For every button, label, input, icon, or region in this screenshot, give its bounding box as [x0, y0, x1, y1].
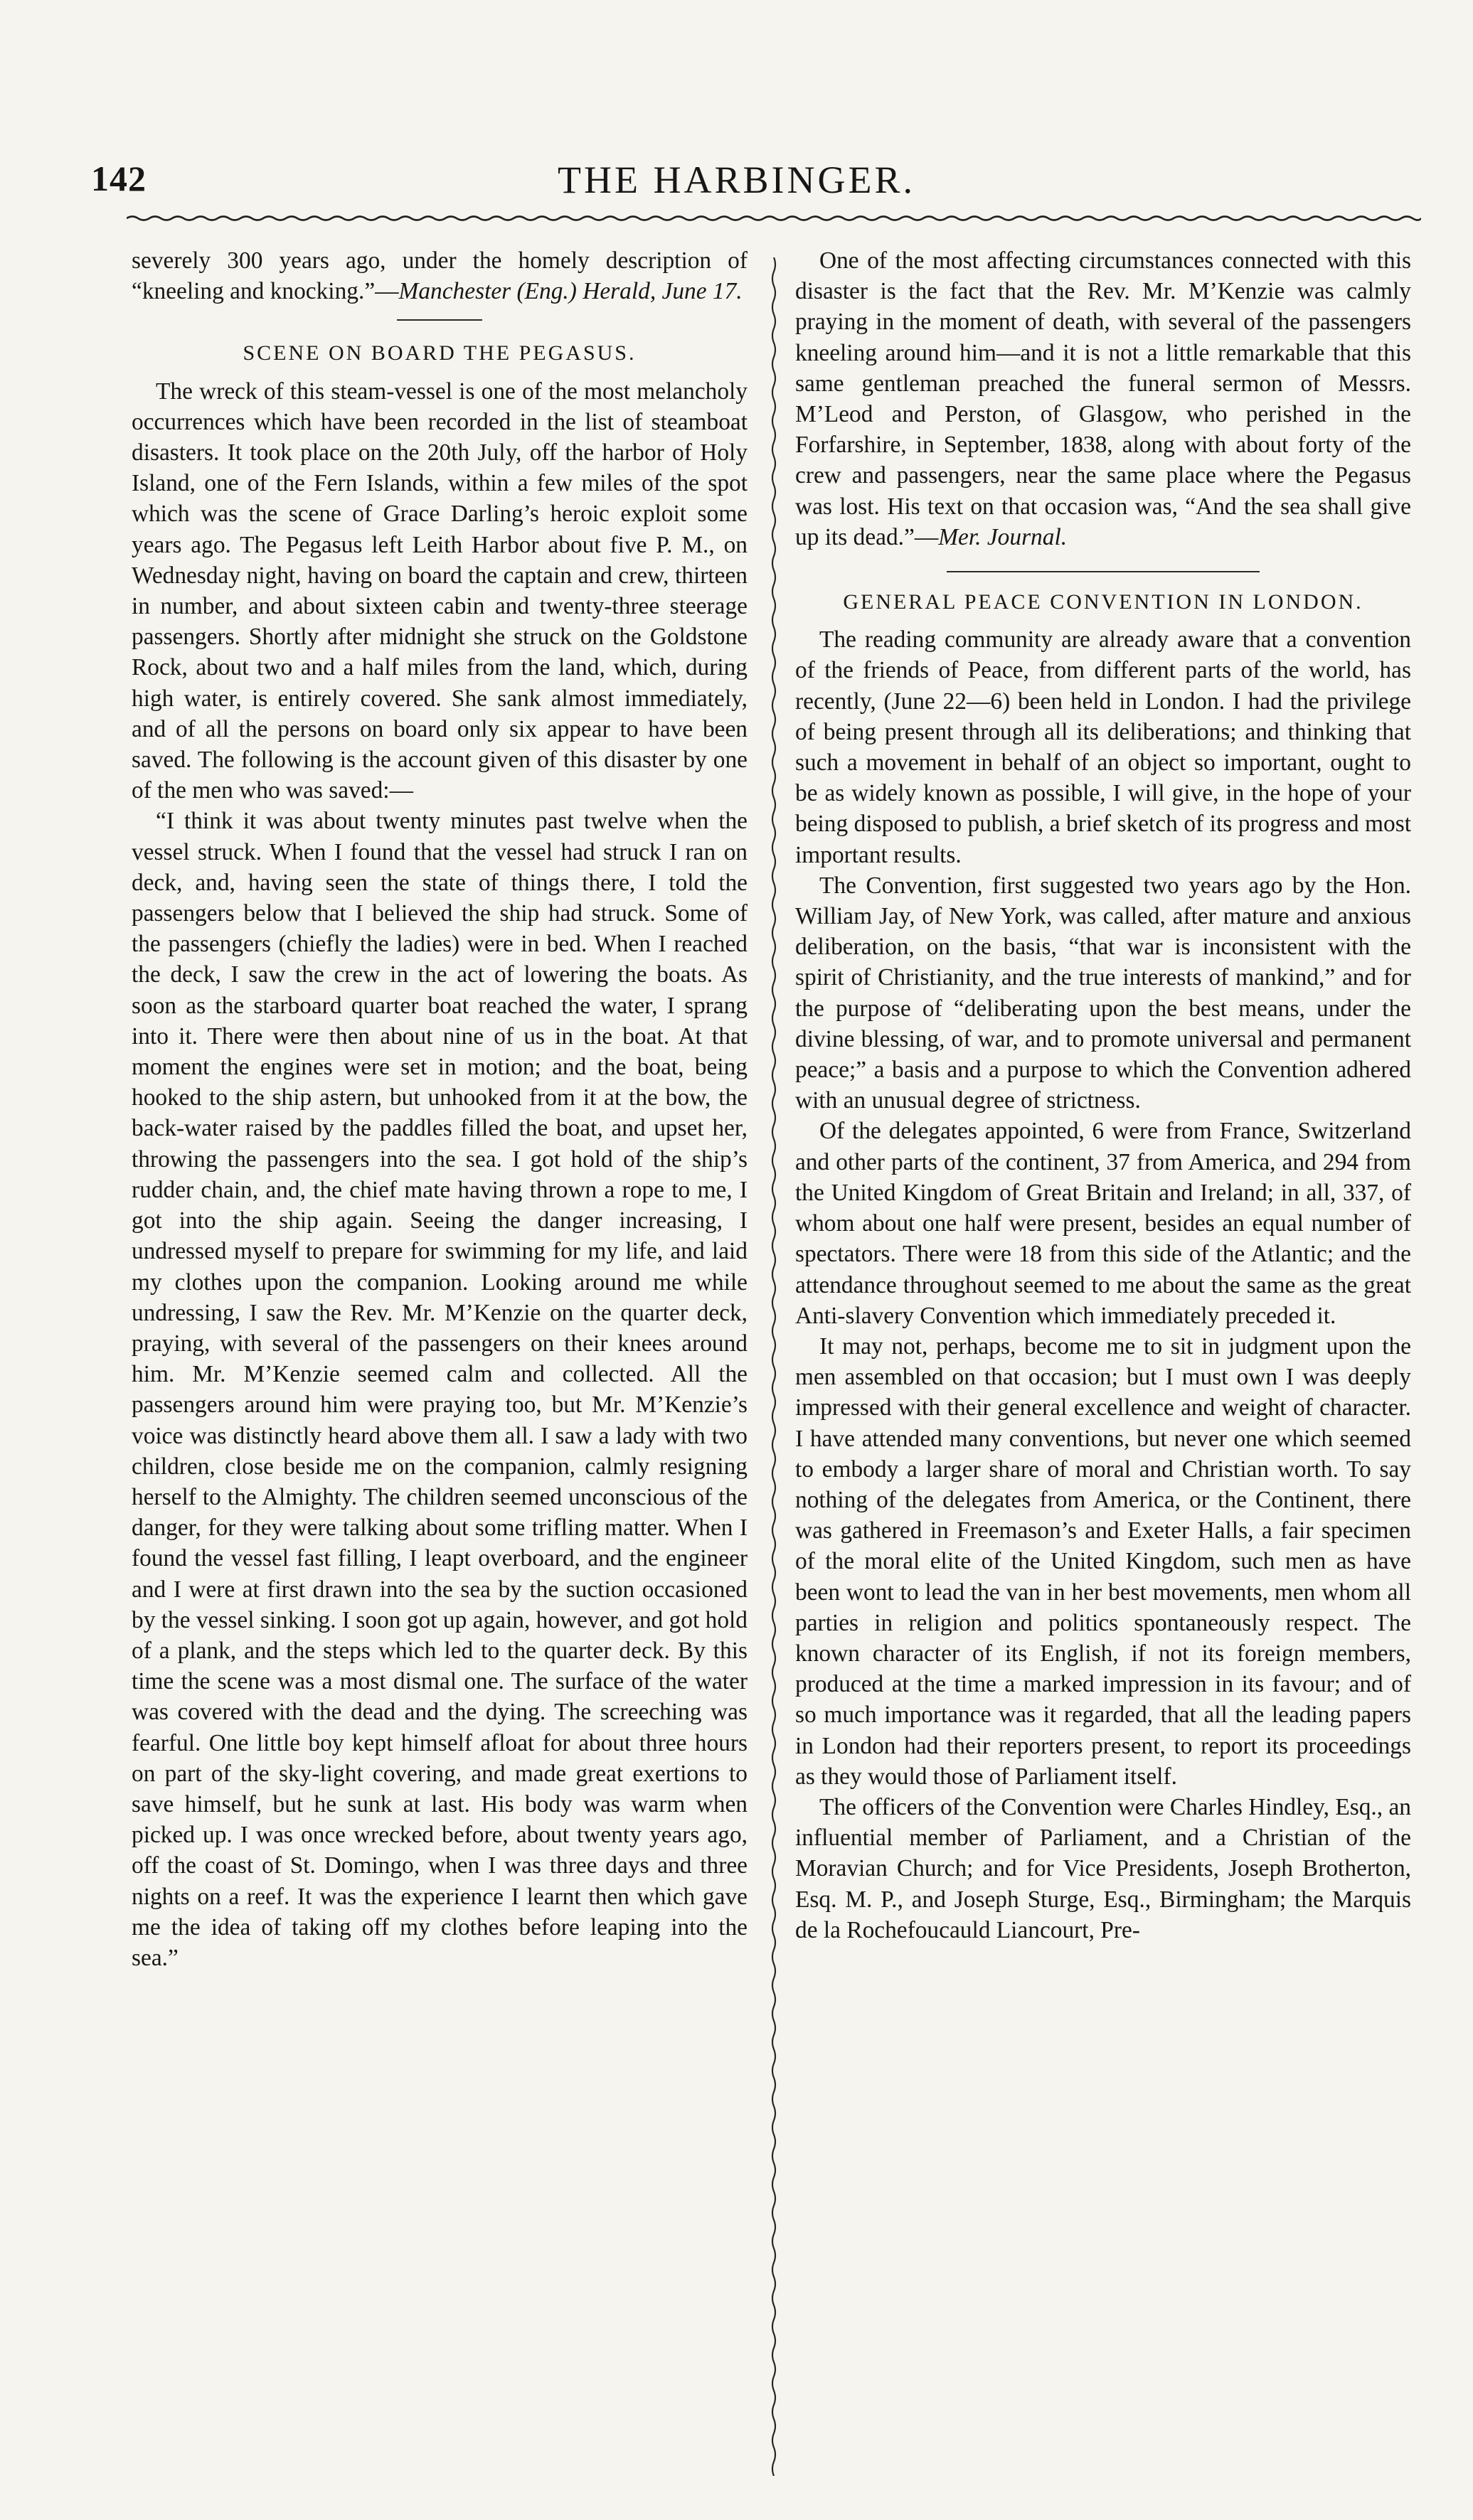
article-paragraph: The wreck of this steam-vessel is one of the most melancholy occurrences which have been recorded in the list of steamboat disasters. It took place on the 20th July, off the harbor of Holy Island, one of the Fern Islands, within a few miles of the spot which was the scene of Grace Darling’s heroic exploit some years ago. The Pegasus left Leith Harbor about five P. M., on Wednesday night, having on board the captain and crew, thirteen in number, and about sixteen cabin and twenty-three steerage passengers. Shortly after midnight she struck on the Goldstone Rock, about two and a half miles from the land, which, during high water, is entirely covered. She sank almost immediately, and of all the persons on board only six appear to have been saved. The following is the account given of this disaster by one of the men who was saved:—: [132, 378, 748, 804]
previous-article-conclusion: One of the most affecting circumstances connected with this disaster is the fact that the Rev. Mr. M’Kenzie was calmly praying in the moment of death, with several of the passengers kneeling around him—and it is not a little remarkable that this same gentleman preached the funeral sermon of Messrs. M’Leod and Perston, of Glasgow, who perished in the Forfarshire, in September, 1838, along with about forty of the crew and passengers, near the same place where the Pegasus was lost. His text on that occasion was, “And the sea shall give up its dead.”—Mer. Journal.: [795, 247, 1411, 550]
article-separator: [397, 319, 482, 321]
article-paragraph: The reading community are already aware that a convention of the friends of Peace, from different parts of the world, has recently, (June 22—6) been held in London. I had the privilege of being present through all its deliberations; and thinking that such a movement in behalf of an object so important, ought to be as widely known as possible, I will give, in the hope of your being disposed to publish, a brief sketch of its progress and most important results.: [795, 626, 1411, 868]
article-paragraph: The officers of the Convention were Charles Hindley, Esq., an influential member of Parliament, and a Christian of the Moravian Church; and for Vice Presidents, Joseph Brotherton, Esq. M. P., and Joseph Sturge, Esq., Birmingham; the Marquis de la Rochefoucauld Liancourt, Pre-: [795, 1793, 1411, 1943]
running-head-rule: [127, 213, 1421, 223]
previous-article-ending: severely 300 years ago, under the homely description of “kneeling and knocking.”—Manchester (Eng.) Herald, June 17.: [132, 247, 748, 305]
article-paragraph: “I think it was about twenty minutes past twelve when the vessel struck. When I found that the vessel had struck I ran on deck, and, having seen the state of things there, I told the passengers below that I believed the ship had struck. Some of the passengers (chiefly the ladies) were in bed. When I reached the deck, I saw the crew in the act of lowering the boats. As soon as the starboard quarter boat reached the water, I sprang into it. There were then about nine of us in the boat. At that moment the engines were set in motion; and the boat, being hooked to the ship astern, but unhooked from it at the bow, the back-water raised by the paddles filled the boat, and upset her, throwing the passengers into the sea. I got hold of the ship’s rudder chain, and, the chief mate having thrown a rope to me, I got into the ship again. Seeing the danger increasing, I undressed myself to prepare for swimming for my life, and laid my clothes upon the companion. Looking around me while undressing, I saw the Rev. Mr. M’Kenzie on the quarter deck, praying, with several of the passengers on their knees around him. Mr. M’Kenzie seemed calm and collected. All the passengers around him were praying too, but Mr. M’Kenzie’s voice was distinctly heard above them all. I saw a lady with two children, close beside me on the companion, calmly resigning herself to the Almighty. The children seemed unconscious of the danger, for they were talking about some trifling matter. When I found the vessel fast filling, I leapt overboard, and the engineer and I were at first drawn into the sea by the suction occasioned by the vessel sinking. I soon got up again, however, and got hold of a plank, and the steps which led to the quarter deck. By this time the scene was a most dismal one. The surface of the water was covered with the dead and the dying. The screeching was fearful. One little boy kept himself afloat for about three hours on part of the sky-light covering, and made great exertions to save himself, but he sunk at last. His body was warm when picked up. I was once wrecked before, about twenty years ago, off the coast of St. Domingo, when I was three days and three nights on a reef. It was the experience I learnt then which gave me the idea of taking off my clothes before leaping into the sea.”: [132, 808, 748, 1971]
article-paragraph: The Convention, first suggested two years ago by the Hon. William Jay, of New York, was called, after mature and anxious deliberation, on the basis, “that war is inconsistent with the spirit of Christianity, and the true interests of mankind,” and for the purpose of “deliberating upon the best means, under the divine blessing, of war, and to promote universal and permanent peace;” a basis and a purpose to which the Convention adhered with an unusual degree of strictness.: [795, 872, 1411, 1114]
article-paragraph: It may not, perhaps, become me to sit in judgment upon the men assembled on that occasion; but I must own I was deeply impressed with their general excellence and weight of character. I have attended many conventions, but never one which seemed to embody a larger share of moral and Christian worth. To say nothing of the delegates from America, or the Continent, there was gathered in Freemason’s and Exeter Halls, a fair specimen of the moral elite of the United Kingdom, such men as have been wont to lead the van in her best movements, men whom all parties in religion and politics spontaneously respect. The known character of its English, if not its foreign members, produced at the time a marked impression in its favour; and of so much importance was it regarded, that all the leading papers in London had their reporters present, to report its proceedings as they would those of Parliament itself.: [795, 1333, 1411, 1790]
article-separator: [947, 571, 1260, 572]
page-number: 142: [91, 159, 147, 198]
article-title: SCENE ON BOARD THE PEGASUS.: [243, 341, 637, 365]
column-divider: [769, 257, 779, 2476]
source-citation: Manchester (Eng.) Herald, June 17.: [398, 278, 743, 305]
journal-title: THE HARBINGER.: [558, 159, 915, 201]
article-title: GENERAL PEACE CONVENTION IN LONDON.: [843, 590, 1363, 614]
running-head: [0, 0, 1473, 213]
article-paragraph: Of the delegates appointed, 6 were from France, Switzerland and other parts of the continent, 37 from America, and 294 from the United Kingdom of Great Britain and Ireland; in all, 337, of whom about one half were present, besides an equal number of spectators. There were 18 from this side of the Atlantic; and the attendance throughout seemed to me about the same as the great Anti-slavery Convention which immediately preceded it.: [795, 1118, 1411, 1329]
right-column: [795, 245, 1411, 2478]
source-citation: Mer. Journal.: [938, 523, 1068, 550]
left-column: [132, 245, 748, 2478]
